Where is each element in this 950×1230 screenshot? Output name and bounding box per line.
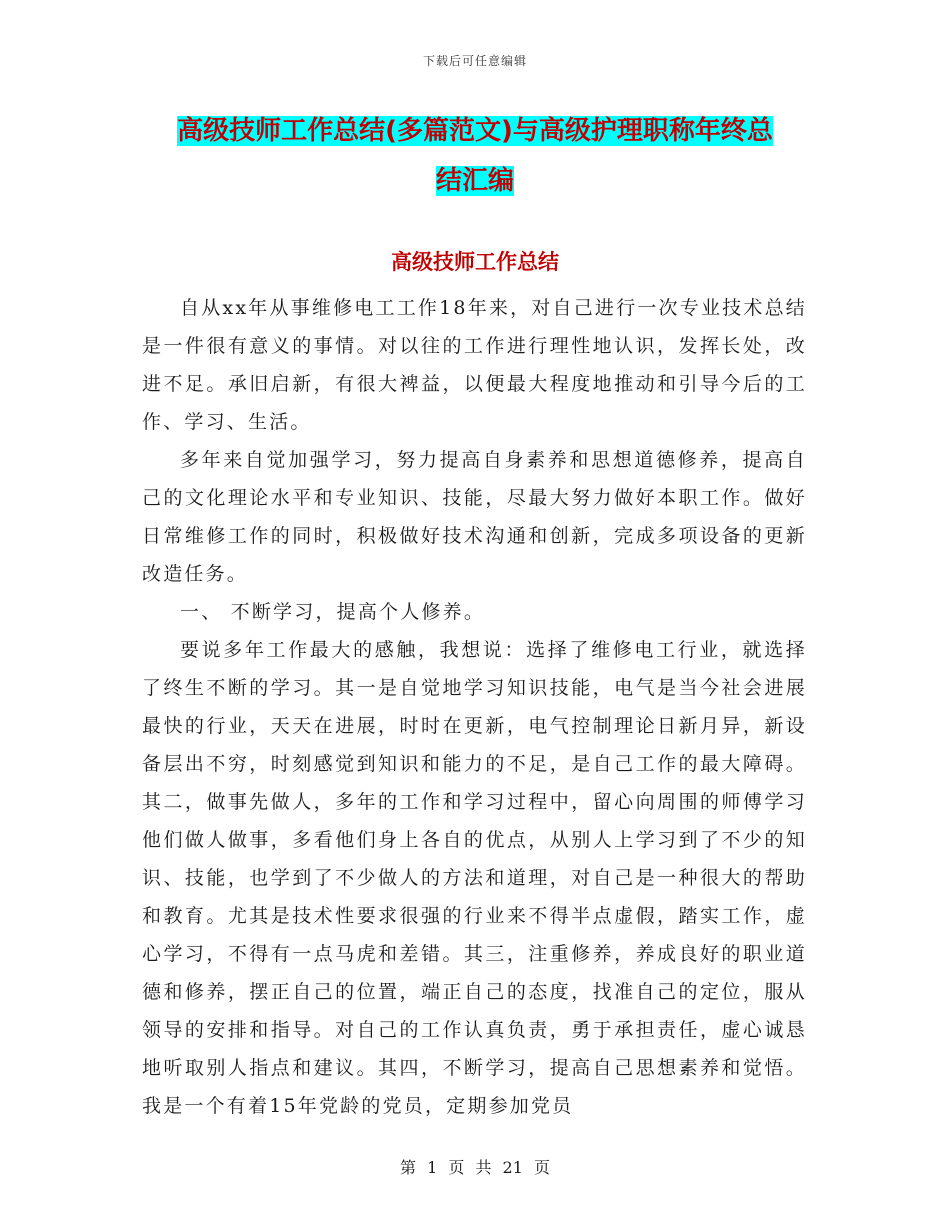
document-title <box>140 106 810 206</box>
document-title-line-1: 高级技师工作总结(多篇范文)与高级护理职称年终总 <box>177 116 773 146</box>
header-note: 下载后可任意编辑 <box>422 54 527 68</box>
section-heading: 高级技师工作总结 <box>391 250 559 274</box>
paragraph: 要说多年工作最大的感触，我想说：选择了维修电工行业，就选择了终生不断的学习。其一是自觉地学习知识技能，电气是当今社会进展最快的行业，天天在进展，时时在更新，电气控制理论日新月异，新设备层出不穷，时刻感觉到知识和能力的不足，是自己工作的最大障碍。其二，做事先做人，多年的工作和学习过程中，留心向周围的师傅学习他们做人做事，多看他们身上各自的优点，从别人上学习到了不少的知识、技能，也学到了不少做人的方法和道理，对自己是一种很大的帮助和教育。尤其是技术性要求很强的行业来不得半点虚假，踏实工作，虚心学习，不得有一点马虎和差错。其三，注重修养，养成良好的职业道德和修养，摆正自己的位置，端正自己的态度，找准自己的定位，服从领导的安排和指导。对自己的工作认真负责，勇于承担责任，虚心诚恳地听取别人指点和建议。其四，不断学习，提高自己思想素养和觉悟。我是一个有着15年党龄的党员，定期参加党员 <box>142 639 807 1117</box>
paragraph: 自从xx年从事维修电工工作18年来，对自己进行一次专业技术总结是一件很有意义的事情。对以往的工作进行理性地认识，发挥长处，改进不足。承旧启新，有很大裨益，以便最大程度地推动和引导今后的工作、学习、生活。 <box>142 297 807 433</box>
page-number: 第 1 页 共 21 页 <box>400 1158 550 1177</box>
paragraph: 一、 不断学习，提高个人修养。 <box>180 601 486 623</box>
body-text <box>142 289 807 1125</box>
paragraph: 多年来自觉加强学习，努力提高自身素养和思想道德修养，提高自己的文化理论水平和专业知识、技能，尽最大努力做好本职工作。做好日常维修工作的同时，积极做好技术沟通和创新，完成多项设备的更新改造任务。 <box>142 449 807 585</box>
document-title-line-2: 结汇编 <box>435 166 514 196</box>
